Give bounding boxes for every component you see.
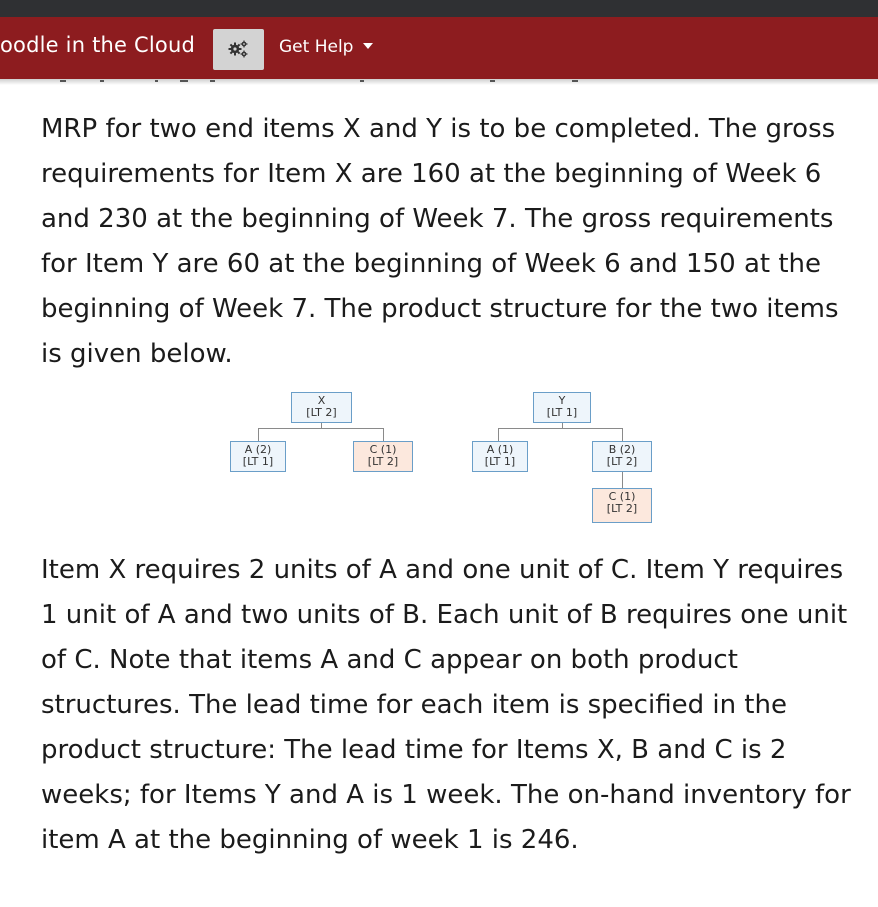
x-tree-drop-a <box>258 428 259 441</box>
gears-icon <box>227 39 249 59</box>
get-help-label: Get Help <box>279 37 354 57</box>
node-x-lt: [LT 2] <box>306 406 337 419</box>
clipped-text-line <box>60 80 580 83</box>
node-y-lt: [LT 1] <box>546 406 578 419</box>
node-y-label: Y <box>558 394 566 407</box>
settings-menu-button[interactable] <box>213 29 264 70</box>
browser-top-strip <box>0 0 878 17</box>
node-y-b-c <box>592 488 652 523</box>
node-y-b-c-label: C (1) <box>608 490 636 503</box>
node-x <box>291 392 352 423</box>
question-paragraph-1: MRP for two end items X and Y is to be completed. The gross requirements for Item X are 160 at the beginning of Week 6 and 230 at the beginning of Week 7. The gross requirements for Item Y are 60 at the beginning of Week 6 and 150 at the beginning of Week 7. The product structure for the two items is given below. <box>41 114 839 369</box>
node-y-a-lt: [LT 1] <box>484 455 516 468</box>
node-x-a <box>230 441 286 472</box>
node-y <box>533 392 591 423</box>
caret-down-icon <box>363 43 373 49</box>
node-y-b-lt: [LT 2] <box>606 455 638 468</box>
question-paragraph-2: Item X requires 2 units of A and one unit of C. Item Y requires 1 unit of A and two units of B. Each unit of B requires one unit of C. Note that items A and C appear on both product structures. The lead time for each item is specified in the product structure: The lead time for Items X, B and C is 2 weeks; for Items Y and A is 1 week. The on-hand inventory for item A at the beginning of week 1 is 246. <box>41 555 851 855</box>
node-y-a <box>472 441 528 472</box>
x-tree-drop-c <box>383 428 384 441</box>
node-x-a-lt: [LT 1] <box>242 455 274 468</box>
node-x-a-label: A (2) <box>244 443 272 456</box>
node-y-b-label: B (2) <box>608 443 636 456</box>
y-tree-drop-b <box>622 428 623 441</box>
x-tree-branch <box>258 428 384 429</box>
node-y-b <box>592 441 652 472</box>
y-tree-drop-a <box>498 428 499 441</box>
get-help-dropdown[interactable] <box>279 37 373 57</box>
node-x-c-label: C (1) <box>369 443 397 456</box>
product-structure-diagram <box>220 388 680 528</box>
node-x-c <box>353 441 413 472</box>
node-x-c-lt: [LT 2] <box>367 455 399 468</box>
navbar <box>0 17 878 79</box>
node-y-a-label: A (1) <box>486 443 514 456</box>
y-tree-branch <box>498 428 623 429</box>
node-y-b-c-lt: [LT 2] <box>606 502 638 515</box>
y-tree-drop-c <box>622 472 623 488</box>
site-brand[interactable]: oodle in the Cloud <box>0 33 195 57</box>
node-x-label: X <box>317 394 326 407</box>
